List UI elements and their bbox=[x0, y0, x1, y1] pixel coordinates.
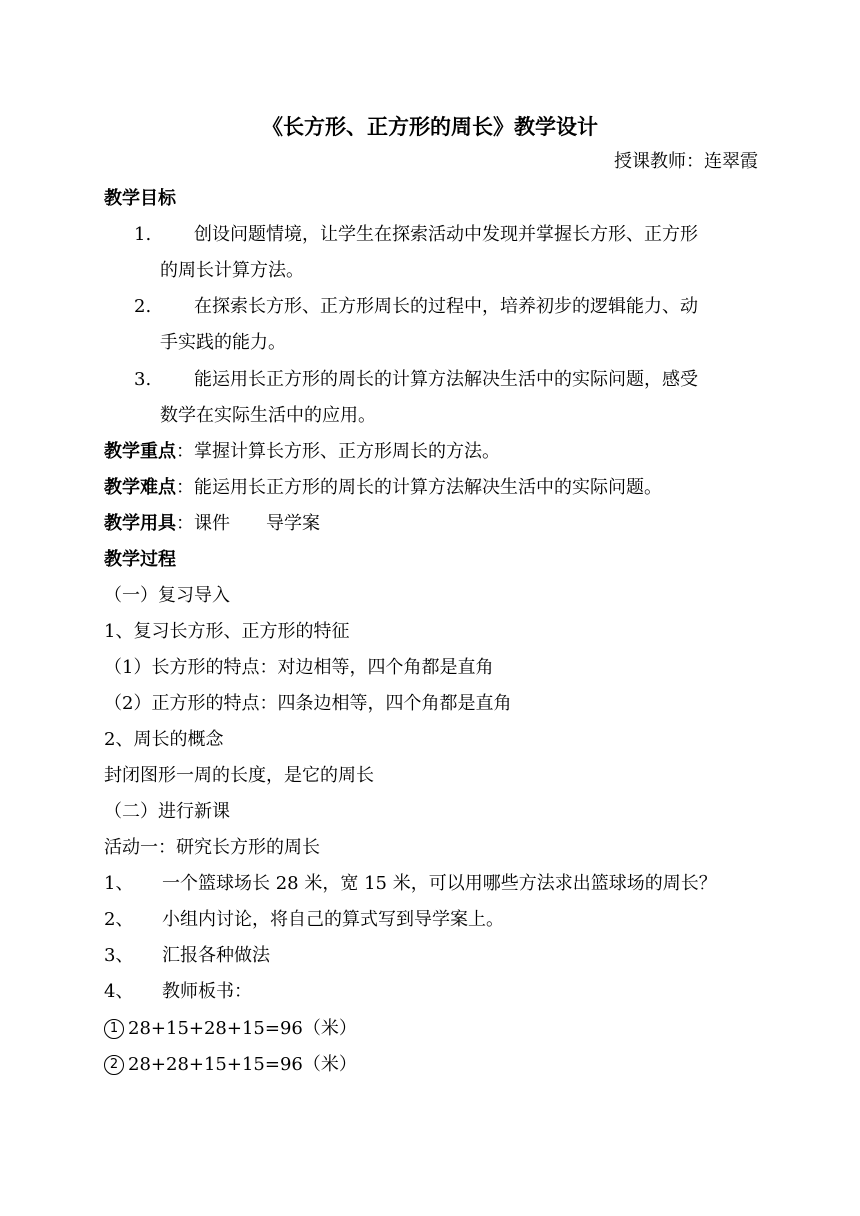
key-point-text: ：掌握计算长方形、正方形周长的方法。 bbox=[176, 441, 500, 462]
teacher-line: 授课教师：连翠霞 bbox=[614, 151, 758, 172]
goal-number: 2. bbox=[134, 296, 152, 317]
tools-line bbox=[104, 512, 320, 536]
section-new-lesson: （二）进行新课 bbox=[104, 801, 230, 822]
document-title: 《长方形、正方形的周长》教学设计 bbox=[262, 114, 598, 139]
circled-number-two: 2 bbox=[104, 1055, 124, 1075]
formula-text: 28+28+15+15=96（米） bbox=[128, 1054, 357, 1075]
goals-heading: 教学目标 bbox=[104, 188, 176, 209]
formula-1 bbox=[104, 1017, 357, 1041]
goal-text-cont: 数学在实际生活中的应用。 bbox=[160, 405, 376, 426]
goal-number: 1. bbox=[134, 224, 152, 245]
section-review: （一）复习导入 bbox=[104, 585, 230, 606]
step-text: 汇报各种做法 bbox=[162, 945, 270, 966]
review-item-1b: （2）正方形的特点：四条边相等，四个角都是直角 bbox=[104, 693, 512, 714]
difficulty-line bbox=[104, 476, 662, 500]
step-number: 4、 bbox=[104, 981, 134, 1002]
goal-number: 3. bbox=[134, 369, 152, 390]
goal-text: 创设问题情境，让学生在探索活动中发现并掌握长方形、正方形 bbox=[194, 224, 698, 245]
goal-item-1 bbox=[134, 223, 698, 247]
step-2 bbox=[104, 908, 504, 932]
step-text: 小组内讨论，将自己的算式写到导学案上。 bbox=[162, 909, 504, 930]
goal-text-cont: 手实践的能力。 bbox=[160, 332, 286, 353]
goal-text-cont: 的周长计算方法。 bbox=[160, 260, 304, 281]
step-text: 教师板书： bbox=[162, 981, 252, 1002]
tools-label: 教学用具 bbox=[104, 513, 176, 534]
review-item-2a: 封闭图形一周的长度，是它的周长 bbox=[104, 765, 374, 786]
step-number: 1、 bbox=[104, 873, 134, 894]
key-point-line bbox=[104, 440, 500, 464]
step-1 bbox=[104, 872, 717, 896]
difficulty-text: ：能运用长正方形的周长的计算方法解决生活中的实际问题。 bbox=[176, 477, 662, 498]
formula-text: 28+15+28+15=96（米） bbox=[128, 1018, 357, 1039]
difficulty-label: 教学难点 bbox=[104, 477, 176, 498]
review-item-1a: （1）长方形的特点：对边相等，四个角都是直角 bbox=[104, 657, 494, 678]
goal-item-2 bbox=[134, 295, 698, 319]
goal-item-3 bbox=[134, 368, 698, 392]
step-3 bbox=[104, 944, 270, 968]
formula-2 bbox=[104, 1053, 357, 1077]
review-item-2: 2、周长的概念 bbox=[104, 729, 224, 750]
tools-text: ：课件 导学案 bbox=[176, 513, 320, 534]
step-4 bbox=[104, 980, 252, 1004]
step-number: 3、 bbox=[104, 945, 134, 966]
goal-text: 在探索长方形、正方形周长的过程中，培养初步的逻辑能力、动 bbox=[194, 296, 698, 317]
activity-one: 活动一：研究长方形的周长 bbox=[104, 837, 320, 858]
step-number: 2、 bbox=[104, 909, 134, 930]
key-point-label: 教学重点 bbox=[104, 441, 176, 462]
review-item-1: 1、复习长方形、正方形的特征 bbox=[104, 621, 350, 642]
circled-number-one: 1 bbox=[104, 1019, 124, 1039]
step-text: 一个篮球场长 28 米，宽 15 米，可以用哪些方法求出篮球场的周长？ bbox=[162, 873, 717, 894]
goal-text: 能运用长正方形的周长的计算方法解决生活中的实际问题，感受 bbox=[194, 369, 698, 390]
process-heading: 教学过程 bbox=[104, 549, 176, 570]
